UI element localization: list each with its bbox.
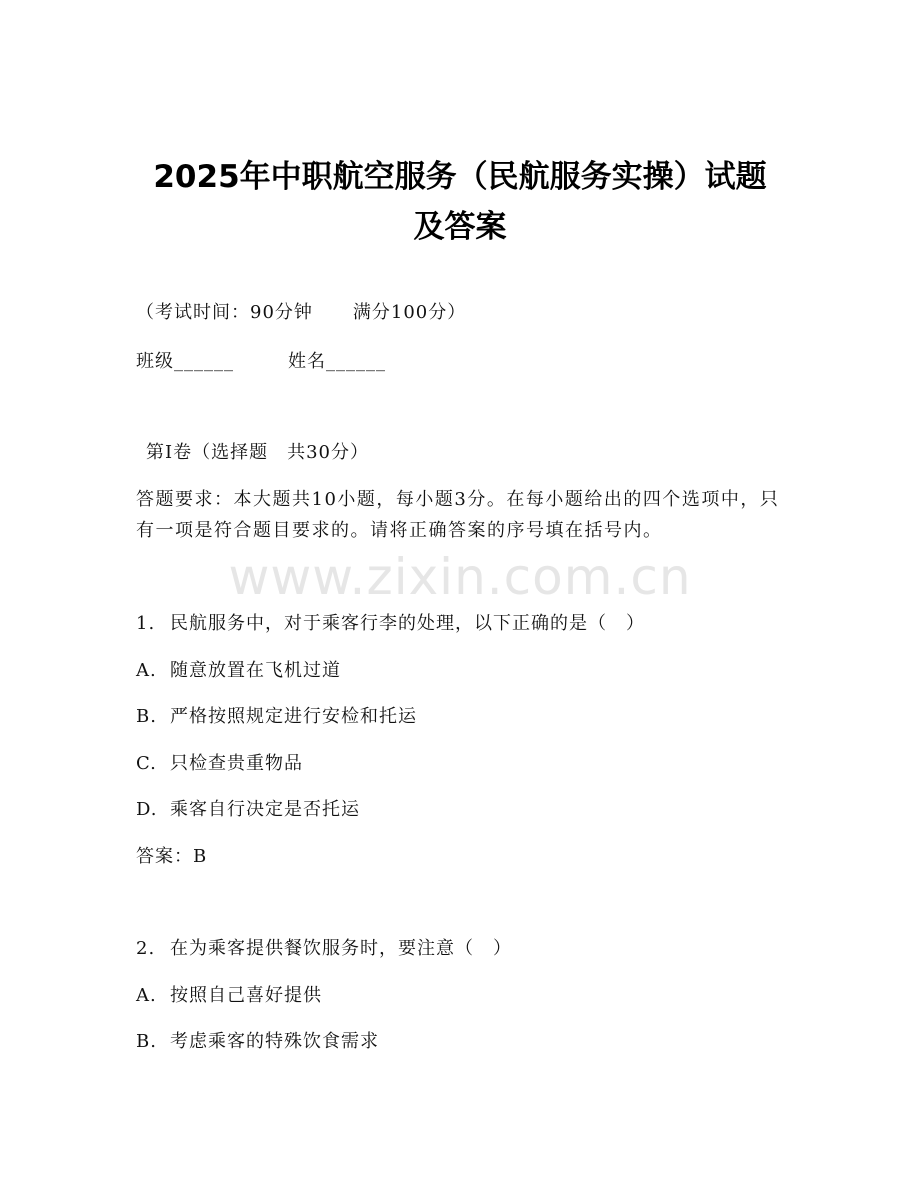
- question-1-option-c: [136, 751, 303, 777]
- exam-info: [136, 300, 466, 326]
- document-title: [0, 152, 920, 252]
- class-label: 班级______: [136, 351, 234, 372]
- option-label: A.: [136, 985, 157, 1006]
- section-instructions: 答题要求：本大题共10小题，每小题3分。在每小题给出的四个选项中，只有一项是符合题目要求的。请将正确答案的序号填在括号内。: [136, 489, 780, 541]
- option-text: 考虑乘客的特殊饮食需求: [170, 1031, 379, 1052]
- option-label: D.: [136, 799, 158, 820]
- question-2-stem: [136, 936, 512, 962]
- question-1-stem: [136, 611, 645, 637]
- question-1-option-b: [136, 704, 417, 730]
- question-number: 2.: [136, 938, 156, 959]
- question-text: 民航服务中，对于乘客行李的处理，以下正确的是（ ）: [170, 613, 645, 634]
- option-label: A.: [136, 660, 157, 681]
- exam-time: （考试时间：90分钟: [136, 302, 313, 323]
- watermark: www.zixin.com.cn: [228, 548, 692, 606]
- option-text: 按照自己喜好提供: [170, 985, 322, 1006]
- title-line-1: 2025年中职航空服务（民航服务实操）试题: [153, 159, 767, 195]
- question-2-option-b: [136, 1029, 379, 1055]
- option-text: 乘客自行决定是否托运: [170, 799, 360, 820]
- question-1-answer: 答案：B: [136, 846, 208, 867]
- question-2-option-a: [136, 983, 322, 1009]
- section-heading: 第Ⅰ卷（选择题 共30分）: [146, 442, 370, 463]
- student-info: [136, 349, 386, 375]
- question-1-option-d: [136, 797, 360, 823]
- option-label: B.: [136, 706, 157, 727]
- name-label: 姓名______: [288, 351, 386, 372]
- title-line-2: 及答案: [413, 209, 507, 245]
- question-number: 1.: [136, 613, 156, 634]
- option-text: 只检查贵重物品: [170, 753, 303, 774]
- option-text: 严格按照规定进行安检和托运: [170, 706, 417, 727]
- option-label: B.: [136, 1031, 157, 1052]
- question-1-option-a: [136, 658, 341, 684]
- question-text: 在为乘客提供餐饮服务时，要注意（ ）: [170, 938, 512, 959]
- exam-score: 满分100分）: [352, 302, 467, 323]
- option-label: C.: [136, 753, 157, 774]
- option-text: 随意放置在飞机过道: [170, 660, 341, 681]
